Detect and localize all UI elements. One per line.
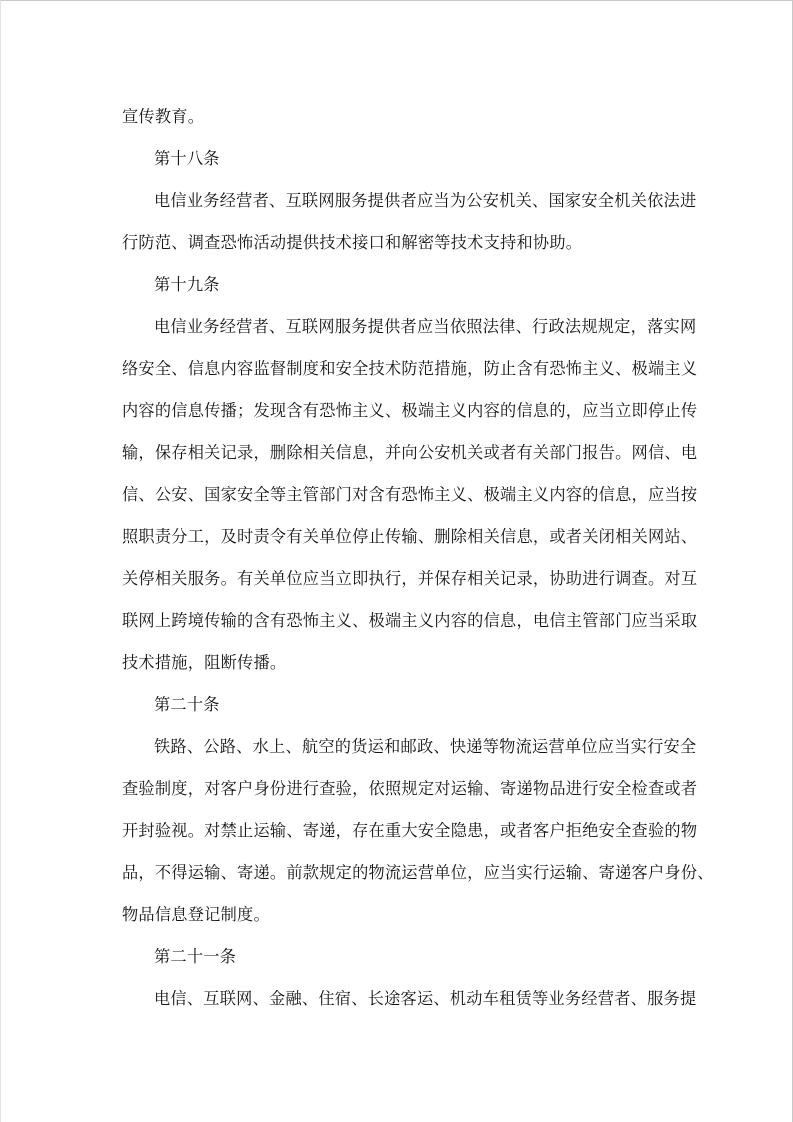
article-heading: 第二十条 [154, 695, 220, 714]
paragraph-line: 电信业务经营者、互联网服务提供者应当依照法律、行政法规规定，落实网 [154, 317, 697, 336]
paragraph-line: 信、公安、国家安全等主管部门对含有恐怖主义、极端主义内容的信息，应当按 [122, 485, 698, 504]
paragraph-line: 查验制度，对客户身份进行查验，依照规定对运输、寄递物品进行安全检查或者 [122, 779, 698, 798]
paragraph-line: 电信业务经营者、互联网服务提供者应当为公安机关、国家安全机关依法进 [154, 191, 697, 210]
paragraph-line: 联网上跨境传输的含有恐怖主义、极端主义内容的信息，电信主管部门应当采取 [122, 611, 698, 630]
article-18 [122, 138, 697, 264]
paragraph-line: 电信、互联网、金融、住宿、长途客运、机动车租赁等业务经营者、服务提 [154, 989, 697, 1008]
paragraph-line: 行防范、调查恐怖活动提供技术接口和解密等技术支持和协助。 [122, 233, 583, 252]
article-heading: 第十九条 [154, 275, 220, 294]
paragraph-line: 技术措施，阻断传播。 [122, 653, 287, 672]
document-body [122, 96, 714, 1020]
paragraph-line: 络安全、信息内容监督制度和安全技术防范措施，防止含有恐怖主义、极端主义 [122, 359, 698, 378]
article-20 [122, 684, 714, 936]
article-heading: 第二十一条 [154, 947, 237, 966]
article-19 [122, 264, 698, 684]
paragraph-line: 照职责分工，及时责令有关单位停止传输、删除相关信息，或者关闭相关网站、 [122, 527, 698, 546]
paragraph-line: 内容的信息传播；发现含有恐怖主义、极端主义内容的信息的，应当立即停止传 [122, 401, 698, 420]
paragraph-line: 关停相关服务。有关单位应当立即执行，并保存相关记录，协助进行调查。对互 [122, 569, 698, 588]
article-21 [122, 936, 697, 1020]
intro-paragraph [122, 96, 677, 138]
paragraph-line: 宣传教育。 [122, 107, 205, 126]
paragraph-line: 开封验视。对禁止运输、寄递，存在重大安全隐患，或者客户拒绝安全查验的物 [122, 821, 698, 840]
paragraph-line: 铁路、公路、水上、航空的货运和邮政、快递等物流运营单位应当实行安全 [154, 737, 697, 756]
paragraph-line: 输，保存相关记录，删除相关信息，并向公安机关或者有关部门报告。网信、电 [122, 443, 698, 462]
article-heading: 第十八条 [154, 149, 220, 168]
paragraph-line: 物品信息登记制度。 [122, 905, 270, 924]
paragraph-line: 品，不得运输、寄递。前款规定的物流运营单位，应当实行运输、寄递客户身份、 [122, 863, 714, 882]
